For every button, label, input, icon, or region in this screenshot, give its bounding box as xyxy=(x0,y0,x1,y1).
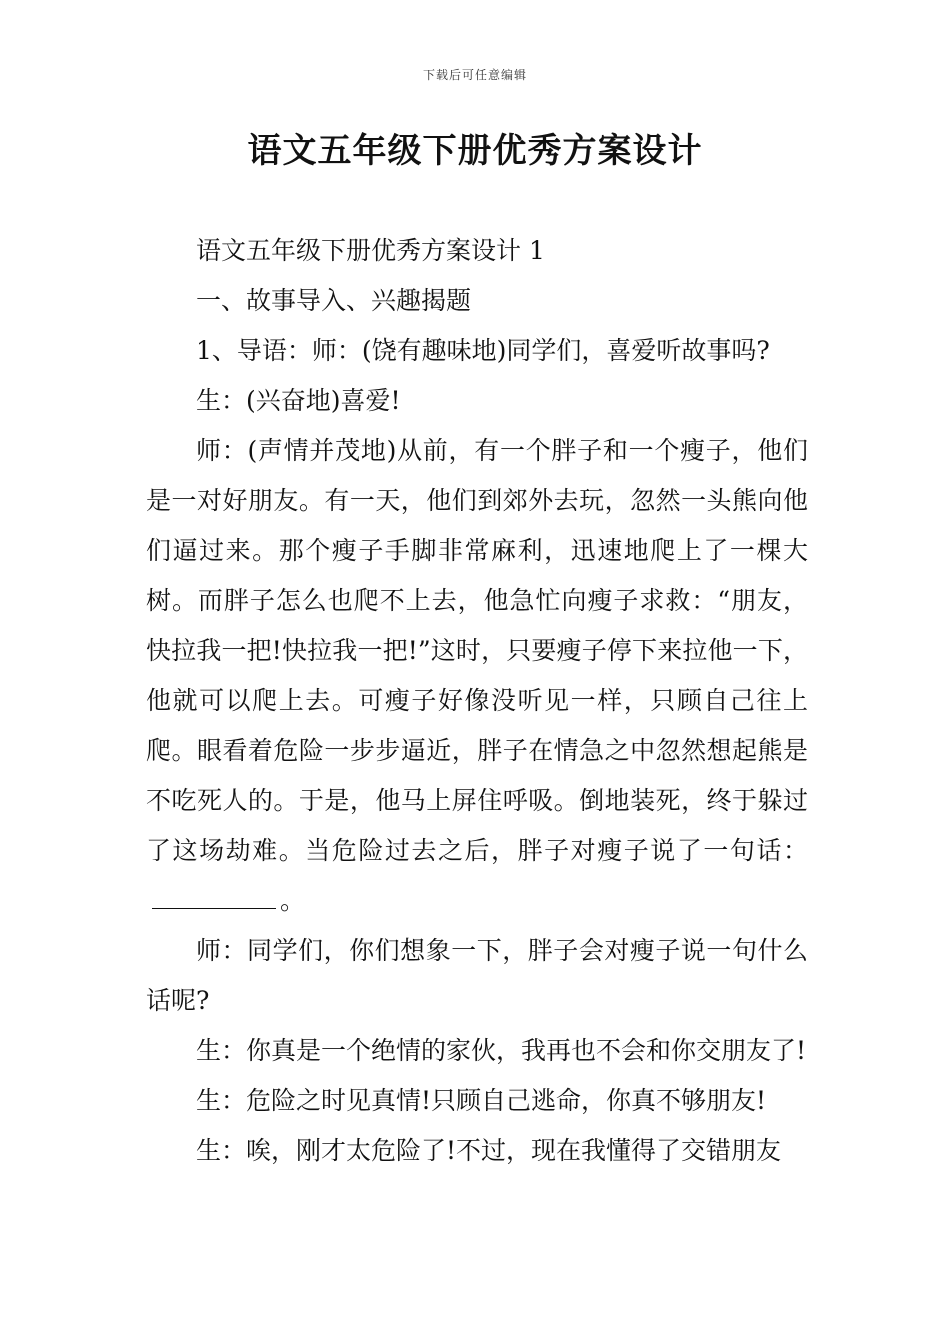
document-title: 语文五年级下册优秀方案设计 xyxy=(247,131,703,171)
story-text: 师：(声情并茂地)从前，有一个胖子和一个瘦子，他们是一对好朋友。有一天，他们到郊外去玩，忽然一头熊向他们逼过来。那个瘦子手脚非常麻利，迅速地爬上了一棵大树。而胖子怎么也爬不上去，他急忙向瘦子求救：“朋友，快拉我一把!快拉我一把!”这时，只要瘦子停下来拉他一下，他就可以爬上去。可瘦子好像没听见一样，只顾自己往上爬。眼看着危险一步步逼近，胖子在情急之中忽然想起熊是不吃死人的。于是，他马上屏住呼吸。倒地装死，终于躲过了这场劫难。当危险过去之后，胖子对瘦子说了一句话： xyxy=(146,436,808,865)
paragraph: 生：你真是一个绝情的家伙，我再也不会和你交朋友了! xyxy=(196,1036,807,1065)
document-body xyxy=(146,226,808,1176)
header-note: 下载后可任意编辑 xyxy=(422,68,527,82)
paragraph: 师：同学们，你们想象一下，胖子会对瘦子说一句什么话呢? xyxy=(146,936,808,1015)
story-paragraph xyxy=(146,426,808,926)
paragraph: 生：危险之时见真情!只顾自己逃命，你真不够朋友! xyxy=(196,1086,767,1115)
fill-in-blank xyxy=(152,884,276,909)
paragraph: 1、导语：师：(饶有趣味地)同学们，喜爱听故事吗? xyxy=(196,336,770,365)
story-end-punctuation: 。 xyxy=(280,886,306,915)
paragraph: 生：(兴奋地)喜爱! xyxy=(196,386,401,415)
subsection-heading: 一、故事导入、兴趣揭题 xyxy=(196,286,472,315)
paragraph: 生：唉，刚才太危险了!不过，现在我懂得了交错朋友 xyxy=(196,1136,782,1165)
section-heading: 语文五年级下册优秀方案设计 1 xyxy=(196,236,545,265)
